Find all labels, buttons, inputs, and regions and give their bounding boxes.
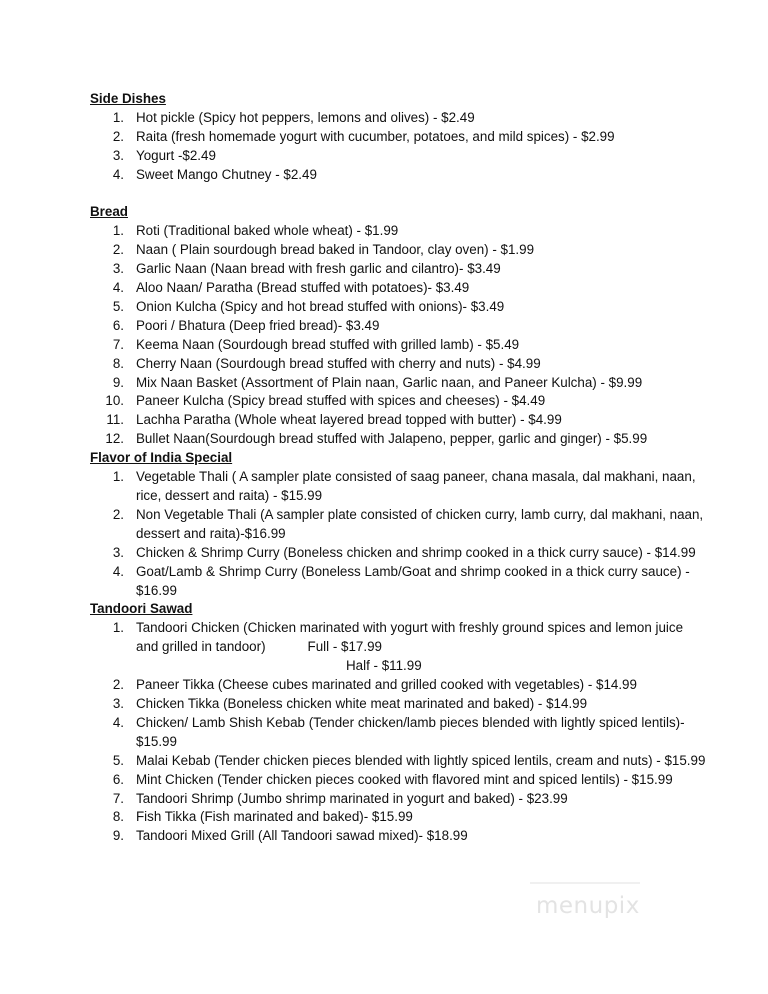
- item-number: 1.: [112, 223, 124, 239]
- item-number: 3.: [112, 695, 124, 711]
- item-number: 4.: [112, 563, 124, 579]
- item-number: 10.: [105, 393, 124, 409]
- item-number: 5.: [112, 752, 124, 768]
- item-number: 12.: [105, 431, 124, 447]
- item-text: Mix Naan Basket (Assortment of Plain naan, Garlic naan, and Paneer Kulcha) - $9.99: [136, 374, 643, 390]
- item-text: Lachha Paratha (Whole wheat layered bread topped with butter) - $4.99: [136, 412, 562, 428]
- item-number: 3.: [112, 261, 124, 277]
- menu-item: [0, 279, 768, 298]
- item-text: Aloo Naan/ Paratha (Bread stuffed with potatoes)- $3.49: [136, 280, 470, 296]
- section-flavor-of-india-special: [0, 449, 768, 600]
- item-number: 1.: [112, 620, 124, 636]
- item-number: 6.: [112, 317, 124, 333]
- item-text: Hot pickle (Spicy hot peppers, lemons and olives) - $2.49: [136, 109, 475, 125]
- menu-item: [0, 166, 768, 185]
- section-tandoori-sawad: [0, 600, 768, 846]
- menu-item: [0, 430, 768, 449]
- section-heading: Tandoori Sawad: [90, 601, 193, 617]
- item-number: 9.: [112, 828, 124, 844]
- menu-list: [0, 468, 768, 600]
- item-text: Garlic Naan (Naan bread with fresh garlic and cilantro)- $3.49: [136, 261, 501, 277]
- item-text: Sweet Mango Chutney - $2.49: [136, 166, 317, 182]
- section-heading: Side Dishes: [90, 91, 166, 106]
- item-text: Keema Naan (Sourdough bread stuffed with grilled lamb) - $5.49: [136, 336, 520, 352]
- menu-item: [0, 298, 768, 317]
- menu-item: [0, 752, 768, 771]
- menu-item: [0, 506, 768, 544]
- item-number: 7.: [112, 790, 124, 806]
- watermark-logo: menupix: [536, 893, 640, 919]
- item-text: Cherry Naan (Sourdough bread stuffed with cherry and nuts) - $4.99: [136, 355, 541, 371]
- item-number: 6.: [112, 771, 124, 787]
- item-number: 8.: [112, 809, 124, 825]
- menu-item: [0, 109, 768, 128]
- item-number: 4.: [112, 714, 124, 730]
- menu-item: [0, 468, 768, 506]
- item-number: 1.: [112, 109, 124, 125]
- item-text: Raita (fresh homemade yogurt with cucumber, potatoes, and mild spices) - $2.99: [136, 128, 615, 144]
- menu-item: [0, 544, 768, 563]
- menu-page: [0, 90, 768, 846]
- menu-item: [0, 790, 768, 809]
- item-text: [136, 619, 708, 657]
- item-number: 9.: [112, 374, 124, 390]
- item-text: Bullet Naan(Sourdough bread stuffed with Jalapeno, pepper, garlic and ginger) - $5.99: [136, 431, 648, 447]
- section-heading: Flavor of India Special: [90, 450, 233, 466]
- item-text: Poori / Bhatura (Deep fried bread)- $3.49: [136, 317, 380, 333]
- menu-list: [0, 222, 768, 449]
- price-half: Half - $11.99: [346, 658, 422, 674]
- spacer: [0, 185, 768, 204]
- item-text: Fish Tikka (Fish marinated and baked)- $15.99: [136, 809, 413, 825]
- item-text: Malai Kebab (Tender chicken pieces blended with lightly spiced lentils, cream and nuts) - $15.99: [136, 752, 706, 768]
- item-number: 2.: [112, 677, 124, 693]
- menu-item: [0, 619, 768, 676]
- item-text: Onion Kulcha (Spicy and hot bread stuffed with onions)- $3.49: [136, 298, 505, 314]
- item-number: 2.: [112, 506, 124, 522]
- menu-item: [0, 317, 768, 336]
- menu-item: [0, 411, 768, 430]
- item-number: 5.: [112, 298, 124, 314]
- watermark-line: [530, 882, 640, 884]
- menu-item: [0, 147, 768, 166]
- menu-list: [0, 109, 768, 185]
- menu-item: [0, 676, 768, 695]
- section-bread: [0, 203, 768, 449]
- menu-item: [0, 374, 768, 393]
- item-number: 3.: [112, 544, 124, 560]
- price-full: Full - $17.99: [307, 639, 382, 655]
- menu-list: [0, 619, 768, 846]
- item-number: 4.: [112, 280, 124, 296]
- item-text: Paneer Tikka (Cheese cubes marinated and grilled cooked with vegetables) - $14.99: [136, 677, 637, 693]
- item-text: Tandoori Mixed Grill (All Tandoori sawad mixed)- $18.99: [136, 828, 468, 844]
- menu-item: [0, 771, 768, 790]
- menu-item: [0, 808, 768, 827]
- item-text: Naan ( Plain sourdough bread baked in Tandoor, clay oven) - $1.99: [136, 242, 535, 258]
- item-text: Chicken & Shrimp Curry (Boneless chicken and shrimp cooked in a thick curry sauce) - $14.99: [136, 544, 696, 560]
- item-number: 11.: [106, 412, 124, 428]
- item-number: 3.: [112, 147, 124, 163]
- menu-item: [0, 355, 768, 374]
- item-number: 4.: [112, 166, 124, 182]
- item-text: Vegetable Thali ( A sampler plate consisted of saag paneer, chana masala, dal makhani, naan, rice, dessert and raita) - $15.99: [136, 469, 696, 504]
- item-text: Chicken/ Lamb Shish Kebab (Tender chicken/lamb pieces blended with lightly spiced lentils)- $15.99: [136, 714, 685, 749]
- menu-item: [0, 714, 768, 752]
- item-text: Paneer Kulcha (Spicy bread stuffed with spices and cheeses) - $4.49: [136, 393, 546, 409]
- menu-item: [0, 392, 768, 411]
- item-number: 2.: [112, 128, 124, 144]
- menu-item: [0, 222, 768, 241]
- item-number: 8.: [112, 355, 124, 371]
- item-number: 1.: [112, 469, 124, 485]
- item-text: Mint Chicken (Tender chicken pieces cooked with flavored mint and spiced lentils) - $15.99: [136, 771, 673, 787]
- section-side-dishes: [0, 90, 768, 185]
- item-description: Tandoori Chicken (Chicken marinated with yogurt with freshly ground spices and lemon juice and grilled in tandoor): [136, 620, 684, 655]
- menu-item: [0, 336, 768, 355]
- menu-item: [0, 695, 768, 714]
- item-number: 7.: [112, 336, 124, 352]
- item-text: Non Vegetable Thali (A sampler plate consisted of chicken curry, lamb curry, dal makhani, naan, dessert and raita)-$16.99: [136, 506, 704, 541]
- item-text: Goat/Lamb & Shrimp Curry (Boneless Lamb/Goat and shrimp cooked in a thick curry sauce) - $16.99: [136, 563, 690, 598]
- item-number: 2.: [112, 242, 124, 258]
- menu-item: [0, 827, 768, 846]
- section-heading: Bread: [90, 204, 128, 220]
- item-text: Yogurt -$2.49: [136, 147, 216, 163]
- menu-item: [0, 241, 768, 260]
- item-text: Chicken Tikka (Boneless chicken white meat marinated and baked) - $14.99: [136, 695, 588, 711]
- item-text: Tandoori Shrimp (Jumbo shrimp marinated in yogurt and baked) - $23.99: [136, 790, 568, 806]
- item-text: Roti (Traditional baked whole wheat) - $1.99: [136, 223, 399, 239]
- menu-item: [0, 260, 768, 279]
- menu-item: [0, 128, 768, 147]
- menu-item: [0, 563, 768, 601]
